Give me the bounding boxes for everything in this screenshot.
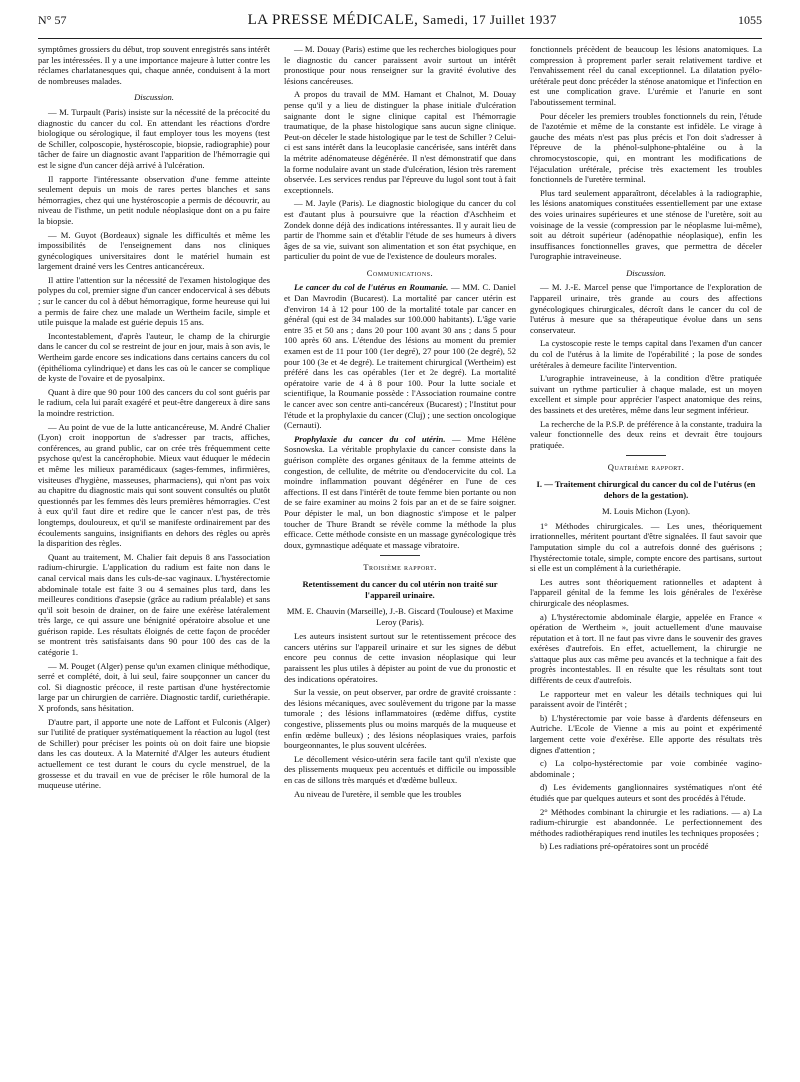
paragraph: b) Les radiations pré-opératoires sont un procédé xyxy=(540,841,709,852)
paragraph: — M. Turpault (Paris) insiste sur la nécessité de la précocité du diagnostic du cancer du col. En attendant les réactions d'ordre biologique ou sérologique, il faut employer tous les moyens (test de Schiller, colposcopie, hystéroscopie, biopsie, radiographie) pour tâcher de faire un diagnostic avant l'apparition de l'hémorragie qui est le signe d'un cancer déjà arrivé à l'ulcération. xyxy=(38,106,270,170)
column-3 xyxy=(530,44,762,1074)
paragraph: Au niveau de l'uretère, il semble que les troubles xyxy=(294,788,462,799)
paragraph: Les auteurs insistent surtout sur le retentissement précoce des cancers utérins sur l'appareil urinaire et sur les signes de début encore peu connus de cette invasion néoplasique qui leur paraissent les plus utiles à dépister au point de vue du pronostic et des indications opératoires. xyxy=(284,631,516,684)
issue-number: N° 57 xyxy=(38,13,67,27)
paragraph: Les autres sont théoriquement rationnelles et adaptent à l'appareil génital de la femme les lois générales de l'exérèse chirurgicale des néoplasmes. xyxy=(530,576,762,608)
paragraph: — M. Guyot (Bordeaux) signale les difficultés et même les impossibilités de l'enseignement dans nos cliniques gynécologiques universitaires dont le matériel humain est largement drainé vers les Centres anticancéreux. xyxy=(38,229,270,272)
divider xyxy=(626,455,666,456)
report-author: M. Louis Michon (Lyon). xyxy=(601,506,691,517)
paragraph: fonctionnels précèdent de beaucoup les lésions anatomiques. La compression à proprement parler serait relativement tardive et l'envahissement réel du canal exceptionnel. La dilatation pyélo-urétérale peut donc précéder la sténose anatomique et l'infection en est une complication grave. L'urémie et l'anurie en sont l'aboutissement terminal. xyxy=(530,44,762,107)
report-heading: Troisième rapport. xyxy=(363,562,437,573)
column-1 xyxy=(38,44,270,1074)
report-title: I. — Traitement chirurgical du cancer du col de l'utérus (en dehors de la gestation). xyxy=(536,478,756,500)
paragraph: — M. Douay (Paris) estime que les recherches biologiques pour le diagnostic du cancer paraissent avoir surtout un intérêt pronostique pour nous renseigner sur la gravité évolutive des lésions cancéreuses. xyxy=(284,44,516,86)
paragraph: 1° Méthodes chirurgicales. — Les unes, théoriquement irrationnelles, méritent pourtant d'être signalées. Il faut savoir que l'amputation simple du col a autrefois donné des guérisons ; l'hystérectomie totale, simple, compte encore des partisans, surtout si elle est un complément à la curiethérapie. xyxy=(530,520,762,574)
paragraph: — M. J.-E. Marcel pense que l'importance de l'exploration de l'appareil urinaire, très grande au cours des affections gynécologiques chirurgicales, décroît dans le cancer du col de l'utérus à mesure que sa thérapeutique évolue dans un sens conservateur. xyxy=(530,282,762,335)
paragraph: — M. Jayle (Paris). Le diagnostic biologique du cancer du col est d'autant plus à poursuivre que la réaction d'Aschheim et Zondek donne déjà des indications intéressantes. Il y aurait lieu de partir de l'homme sain et d'établir l'étude de ses humeurs à divers âges de sa vie, suivant son alimentation et son état psychique, en particulier du point de vue de l'existence de douleurs morales. xyxy=(284,198,516,262)
communication-body: — MM. C. Daniel et Dan Mavrodin (Bucarest). La mortalité par cancer utérin est d'environ 14 à 12 pour 100 de la mortalité totale par cancer en général (qui est de 34 malades sur 100.000 habitants). L'âge varie entre 35 et 50 ans ; dans 20 pour 100 avant 30 ans ; dans 5 pour 100 après 60 ans. L'étendue des lésions au moment du premier examen est de 11 pour 100 (1er degré), 27 pour 100 (2e degré), 52 pour 100 (3e et 4e degré). Le traitement chirurgical (Wertheim) est préféré dans les cas opérables (1er et 2e degré). La mortalité opératoire varie de 4 à 8 pour 100. Pour la lutte sociale et scientifique, la Roumanie possède : l'Association roumaine contre le cancer avec son centre anti-cancéreux (Bucarest) ; l'Institut pour l'étude et la prophylaxie du cancer (Cluj) ; une section oncologique (Cernauti). xyxy=(284,282,516,431)
communication-title: Le cancer du col de l'utérus en Roumanie. xyxy=(294,282,449,293)
page-number: 1055 xyxy=(737,13,762,27)
paragraph: Il attire l'attention sur la nécessité de l'examen histologique des polypes du col, premier signe d'un cancer endocervical à ses débuts ; sur le cancer du col à début hémorragique, forme heureuse qui lui a permis de faire chez une malade un Wertheim facile, simple et utile puisque la malade est guérie depuis 15 ans. xyxy=(38,274,270,328)
paragraph: b) L'hystérectomie par voie basse à d'ardents défenseurs en Autriche. L'Ecole de Vienne a mis au point et expérimenté largement cette voie d'exérèse. Elle apporte des résultats très dignes d'attention ; xyxy=(530,712,762,755)
communication-title: Prophylaxie du cancer du col utérin. xyxy=(294,433,446,444)
paragraph: Incontestablement, d'après l'auteur, le champ de la chirurgie dans le cancer du col se restreint de jour en jour, mais à son avis, le Wertheim garde encore ses indications dans certains cancers du col (épithélioma cylindrique) et dans les cas où le cancer se complique de kyste de l'ovaire et de pyosalpinx. xyxy=(38,330,270,384)
column-2 xyxy=(284,44,516,1074)
paragraph: 2° Méthodes combinant la chirurgie et les radiations. — a) La radium-chirurgie est abandonnée. Le perfectionnement des méthodes radiothérapiques rend inutiles les techniques proposées ; xyxy=(530,806,762,838)
paragraph: c) La colpo-hystérectomie par voie combinée vagino-abdominale ; xyxy=(530,758,762,779)
page-header xyxy=(38,12,762,39)
section-heading: Communications. xyxy=(366,267,434,278)
paragraph: Il rapporte l'intéressante observation d'une femme atteinte seulement depuis un mois de rares pertes blanches et sans hémorragies, chez qui une hystéroscopie a permis de découvrir, au niveau de l'isthme, un petit nodule néoplasique dont on a pu faire la biopsie. xyxy=(38,173,270,226)
paragraph: Plus tard seulement apparaîtront, décelables à la radiographie, les lésions anatomiques constituées essentiellement par une extase des voies urinaires supérieures et une sténose de l'uretère, soit au voisinage de la vessie (compression par le néoplasme lui-même), soit au détroit supérieur (adénopathie néoplasique), enfin les insuffisances fonctionnelles graves, que permettra de déceler l'urographie intraveineuse. xyxy=(530,187,762,262)
report-title: Retentissement du cancer du col utérin non traité sur l'appareil urinaire. xyxy=(302,578,498,600)
report-heading: Quatrième rapport. xyxy=(607,462,685,473)
paragraph: A propos du travail de MM. Hamant et Chalnot, M. Douay pense qu'il y a lieu de distinguer la phase initiale d'ulcération saignante dont le signe clinique capital est l'hémorragie traumatique, de la phase histologique sans aucun signe clinique. Peut-on déceler le stade histologique par le test de Schiller ? Celui-ci est sans intérêt dans la leucoplasie cancérisée, sans intérêt dans la métrite adénomateuse dégénérée. Il n'est démonstratif que dans la forme nodulaire avant un stade d'ulcération, lésion très rarement observée. Les services rendus par l'épreuve du lugol sont tout à fait exceptionnels. xyxy=(284,89,516,195)
paragraph: La recherche de la P.S.P. de préférence à la constante, traduira la valeur fonctionnelle des deux reins et devrait être toujours pratiquée. xyxy=(530,418,762,450)
paragraph: d) Les évidements ganglionnaires systématiques n'ont été étudiés que par quelques auteurs et sont des procédés à l'étude. xyxy=(530,782,762,803)
report-authors: MM. E. Chauvin (Marseille), J.-B. Giscard (Toulouse) et Maxime Leroy (Paris). xyxy=(286,606,514,627)
paragraph: a) L'hystérectomie abdominale élargie, appelée en France « opération de Wertheim », jouit actuellement d'une mauvaise réputation et à tort. Il ne faut pas vivre dans le souvenir des graves exérèses d'autrefois. En effet, actuellement, la chirurgie ne s'attaque plus aux cas même peu avancés et la technique a fait des progrès incontestables. Il en résulte que les résultats sont tout différents de ceux d'autrefois. xyxy=(530,611,762,686)
paragraph: La cystoscopie reste le temps capital dans l'examen d'un cancer du col de l'utérus à la limite de l'opérabilité ; la pose de sondes urétérales à demeure facilite l'intervention. xyxy=(530,338,762,370)
journal-title xyxy=(248,12,557,29)
communication-body: — Mme Hélène Sosnowska. La véritable prophylaxie du cancer consiste dans la guérison complète des organes génitaux de la femme atteints de congestion, de cellulite, de métrite ou d'endocervicite du col. La moindre inflammation pouvant dégénérer en l'une de ces affections. Il est dans l'intérêt de toute femme bien portante ou non de se faire examiner au moins 2 fois par an et de se faire soigner. Pour dépister le mal, un bon diagnostic s'impose et le palper toucher de Thure Brandt se révèle comme la méthode la plus efficace. Cette méthode consiste en un massage gynécologique très doux, gymnastique adéquate et massage vibratoire. xyxy=(284,433,516,550)
journal-name: LA PRESSE MÉDICALE, xyxy=(247,12,419,28)
section-heading: Discussion. xyxy=(626,267,666,278)
paragraph: — M. Pouget (Alger) pense qu'un examen clinique méthodique, serré et complété, doit, à lui seul, faire soupçonner un cancer du col. Si diagnostic précoce, il reste partisan d'une hystérectomie large par un chirurgien de carrière. Diagnostic tardif, curiethérapie. X profonds, sans hésitation. xyxy=(38,660,270,714)
paragraph: Le rapporteur met en valeur les détails techniques qui lui paraissent avoir de l'intérêt ; xyxy=(530,688,762,710)
communication-paragraph xyxy=(284,282,516,430)
paragraph: Sur la vessie, on peut observer, par ordre de gravité croissante : des lésions mécaniques, avec soulèvement du trigone par la masse tumorale ; des lésions inflammatoires (œdème diffus, cystite congestive, plissements plus ou moins marqués de la muqueuse et enfin œdème bulleux) ; des lésions néoplasiques vraies, parfois bourgeonnantes, le plus souvent ulcérées. xyxy=(284,687,516,751)
paragraph: D'autre part, il apporte une note de Laffont et Fulconis (Alger) sur l'utilité de pratiquer systématiquement la réaction au lugol (test de Schiller) pour préciser les points où on doit faire une biopsie dans les cas douteux. A la Maternité d'Alger les auteurs étudient actuellement ce test durant le cours du cycle menstruel, de la grossesse et du travail en vue de préciser le rôle humoral de la muqueuse utérine. xyxy=(38,716,270,791)
paragraph: L'urographie intraveineuse, à la condition d'être pratiquée suivant un rythme particulier à chaque malade, est un moyen excellent et simple pour apprécier l'aspect anatomique des reins, des bassinets et des uretères, même dans leur segment inférieur. xyxy=(530,373,762,415)
article-columns xyxy=(38,44,762,1074)
paragraph: Pour déceler les premiers troubles fonctionnels du rein, l'étude de l'azotémie et même de la constante est infidèle. Le virage à gauche des méats n'est pas plus précis et l'on doit s'adresser à l'épreuve de la phénol-sulphone-phtaléine ou à la chromocystoscopie, qui, en montrant les modifications de l'éjaculation urétérale, précise très exactement les troubles fonctionnels de l'uretère terminal. xyxy=(530,110,762,185)
communication-paragraph xyxy=(284,434,516,551)
divider xyxy=(380,555,420,556)
paragraph: symptômes grossiers du début, trop souvent enregistrés sans intérêt par les intéressées. Il y a une importance majeure à lutter contre les réclames charlatanesques qui, chaque année, conduisent à la mort de nombreuses malades. xyxy=(38,44,270,86)
paragraph: Quant à dire que 90 pour 100 des cancers du col sont guéris par le radium, cela lui paraît exagéré et peut-être dangereux à dire sans la moindre restriction. xyxy=(38,386,270,418)
paragraph: Le décollement vésico-utérin sera facile tant qu'il n'existe que des plissements muqueux peu accentués et difficile ou impossible en cas de sillons très marqués et d'œdème bulleux. xyxy=(284,753,516,785)
section-heading: Discussion. xyxy=(134,92,174,103)
issue-date: Samedi, 17 Juillet 1937 xyxy=(422,12,557,27)
paragraph: Quant au traitement, M. Chalier fait depuis 8 ans l'association radium-chirurgie. L'application du radium est faite non dans le canal cervical mais dans les culs-de-sac vaginaux. L'hystérectomie abdominale totale est faite 3 ou 4 semaines plus tard, dans les meilleures conditions d'asepsie (grâce au radium préalable) et sans qu'il soit besoin de drainer, on de faire une exérèse latéralement très large, ce qui assure une bénignité opératoire absolue et une guérison rapide. Les résultats éloignés de cette façon de procéder se montrent très satisfaisants dans 90 pour 100 des cas de la catégorie 1. xyxy=(38,551,270,658)
paragraph: — Au point de vue de la lutte anticancéreuse, M. André Chalier (Lyon) croit inopportun de s'adresser par tracts, affiches, conférences, au grand public, car on crée très fréquemment cette psychose qu'est la cancérophobie. Mieux vaut éduquer le médecin et même les milieux paramédicaux (sages-femmes, infirmières, visiteuses d'hygiène, masseuses, pharmaciens), qui n'ont pas voix au chapitre du diagnostic mais qui sont souvent consultés ou plutôt questionnés par les femmes dès leurs premières hémorragies. C'est à eux qu'il faut dire et redire que le cancer n'est pas, de très longtemps, douloureux, et qu'il se manifeste ordinairement par des écoulements sanguins, insignifiants en dehors des règles ou après la disparition des règles. xyxy=(38,421,270,549)
